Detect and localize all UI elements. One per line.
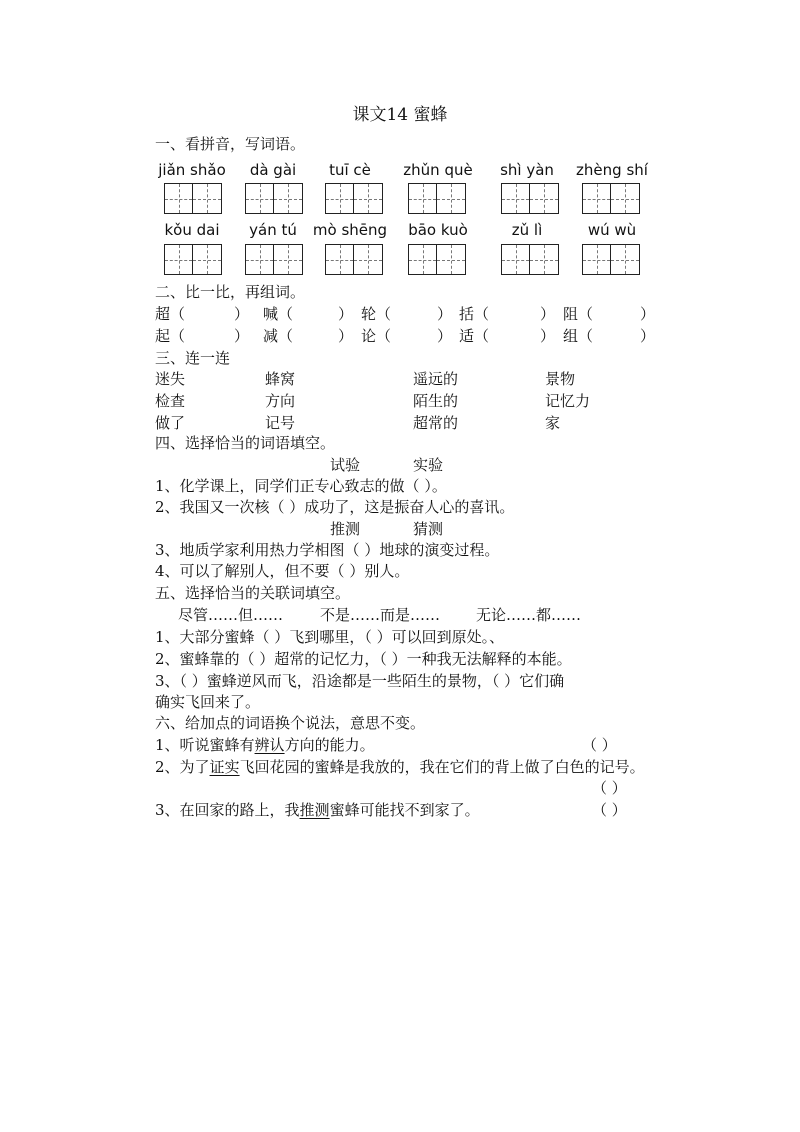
- compare-paren-1: ）: [234, 305, 250, 323]
- section-2-heading: 二、比一比，再组词。: [155, 283, 306, 301]
- pinyin-1: jiǎn shǎo: [158, 161, 226, 179]
- write-grid-11[interactable]: [501, 244, 559, 275]
- pinyin-3: tuī cè: [329, 161, 371, 179]
- section-1-heading: 一、看拼音，写词语。: [155, 135, 306, 153]
- write-grid-7[interactable]: [164, 244, 222, 275]
- write-grid-10[interactable]: [408, 244, 466, 275]
- write-grid-6[interactable]: [582, 183, 640, 214]
- compare-char-3: 轮（: [361, 305, 392, 323]
- answer-paren-3[interactable]: （ ）: [592, 801, 627, 819]
- compare-paren-10: ）: [640, 327, 656, 345]
- page-title: 课文14 蜜蜂: [352, 105, 448, 125]
- pinyin-7: kǒu dai: [164, 221, 220, 239]
- match-item[interactable]: 蜂窝: [265, 370, 296, 388]
- word-option: 猜测: [413, 520, 444, 538]
- pinyin-9: mò shēng: [312, 221, 388, 239]
- answer-paren-1[interactable]: （ ）: [582, 736, 617, 754]
- question-5-1: 1、大部分蜜蜂（ ）飞到哪里，（ ）可以回到原处。、: [155, 628, 505, 646]
- q6-3-text: 蜜蜂可能找不到家了。: [329, 801, 480, 819]
- underlined-word: 证实: [209, 758, 240, 776]
- match-item[interactable]: 超常的: [413, 414, 459, 432]
- compare-paren-7: ）: [338, 327, 354, 345]
- write-grid-2[interactable]: [245, 183, 303, 214]
- pinyin-12: wú wù: [587, 221, 637, 239]
- question-4-1: 1、化学课上，同学们正专心致志的做（ ）。: [155, 477, 447, 495]
- section-4-heading: 四、选择恰当的词语填空。: [155, 434, 336, 452]
- word-option: 推测: [330, 520, 361, 538]
- compare-char-5: 阻（: [563, 305, 594, 323]
- match-item[interactable]: 记忆力: [545, 392, 591, 410]
- section-3-heading: 三、连一连: [155, 349, 231, 367]
- match-item[interactable]: 迷失: [155, 370, 186, 388]
- question-5-3: 3、（ ）蜜蜂逆风而飞，沿途都是一些陌生的景物，（ ）它们确: [155, 672, 565, 690]
- pinyin-2: dà gài: [249, 161, 297, 179]
- compare-char-7: 减（: [263, 327, 294, 345]
- question-4-4: 4、可以了解别人，但不要（ ）别人。: [155, 562, 410, 580]
- match-item[interactable]: 方向: [265, 392, 296, 410]
- match-item[interactable]: 陌生的: [413, 392, 459, 410]
- question-4-3: 3、地质学家利用热力学相图（ ）地球的演变过程。: [155, 541, 500, 559]
- match-item[interactable]: 检查: [155, 392, 186, 410]
- underlined-word: 辨认: [254, 736, 285, 754]
- compare-paren-4: ）: [540, 305, 556, 323]
- pinyin-10: bāo kuò: [408, 221, 468, 239]
- question-5-2: 2、蜜蜂靠的（ ）超常的记忆力，（ ）一种我无法解释的本能。: [155, 650, 572, 668]
- compare-char-8: 论（: [361, 327, 392, 345]
- compare-paren-8: ）: [437, 327, 453, 345]
- write-grid-12[interactable]: [582, 244, 640, 275]
- answer-paren-2[interactable]: （ ）: [592, 779, 627, 797]
- conj-option: 不是……而是……: [320, 606, 441, 624]
- section-5-heading: 五、选择恰当的关联词填空。: [155, 584, 351, 602]
- write-grid-1[interactable]: [164, 183, 222, 214]
- question-4-2: 2、我国又一次核（ ）成功了，这是振奋人心的喜讯。: [155, 498, 515, 516]
- compare-char-2: 喊（: [263, 305, 294, 323]
- section-6-heading: 六、给加点的词语换个说法，意思不变。: [155, 714, 426, 732]
- q6-1-text: 1、听说蜜蜂有: [155, 736, 255, 754]
- question-6-1: [155, 734, 375, 755]
- pinyin-5: shì yàn: [500, 161, 554, 179]
- question-5-3-cont: 确实飞回来了。: [155, 693, 261, 711]
- compare-char-9: 适（: [459, 327, 490, 345]
- pinyin-11: zǔ lì: [511, 221, 543, 239]
- question-6-3: [155, 799, 480, 820]
- question-6-2: [155, 756, 645, 777]
- word-option: 试验: [330, 456, 361, 474]
- pinyin-8: yán tú: [249, 221, 297, 239]
- write-grid-9[interactable]: [325, 244, 383, 275]
- match-item[interactable]: 遥远的: [413, 370, 459, 388]
- underlined-word: 推测: [299, 801, 330, 819]
- compare-paren-5: ）: [640, 305, 656, 323]
- write-grid-4[interactable]: [408, 183, 466, 214]
- compare-paren-2: ）: [338, 305, 354, 323]
- compare-char-6: 起（: [155, 327, 186, 345]
- compare-paren-6: ）: [234, 327, 250, 345]
- match-item[interactable]: 记号: [265, 414, 296, 432]
- compare-char-4: 括（: [459, 305, 490, 323]
- compare-paren-3: ）: [437, 305, 453, 323]
- compare-paren-9: ）: [540, 327, 556, 345]
- match-item[interactable]: 家: [545, 414, 561, 432]
- q6-3-text: 3、在回家的路上，我: [155, 801, 300, 819]
- pinyin-6: zhèng shí: [576, 161, 648, 179]
- q6-2-text: 2、为了: [155, 758, 210, 776]
- compare-char-1: 超（: [155, 305, 186, 323]
- q6-1-text: 方向的能力。: [284, 736, 375, 754]
- pinyin-4: zhǔn què: [403, 161, 473, 179]
- conj-option: 尽管……但……: [178, 606, 284, 624]
- q6-2-text: 飞回花园的蜜蜂是我放的，我在它们的背上做了白色的记号。: [239, 758, 645, 776]
- word-option: 实验: [413, 456, 444, 474]
- write-grid-3[interactable]: [325, 183, 383, 214]
- compare-char-10: 组（: [563, 327, 594, 345]
- write-grid-8[interactable]: [245, 244, 303, 275]
- conj-option: 无论……都……: [476, 606, 582, 624]
- match-item[interactable]: 做了: [155, 414, 186, 432]
- match-item[interactable]: 景物: [545, 370, 576, 388]
- write-grid-5[interactable]: [501, 183, 559, 214]
